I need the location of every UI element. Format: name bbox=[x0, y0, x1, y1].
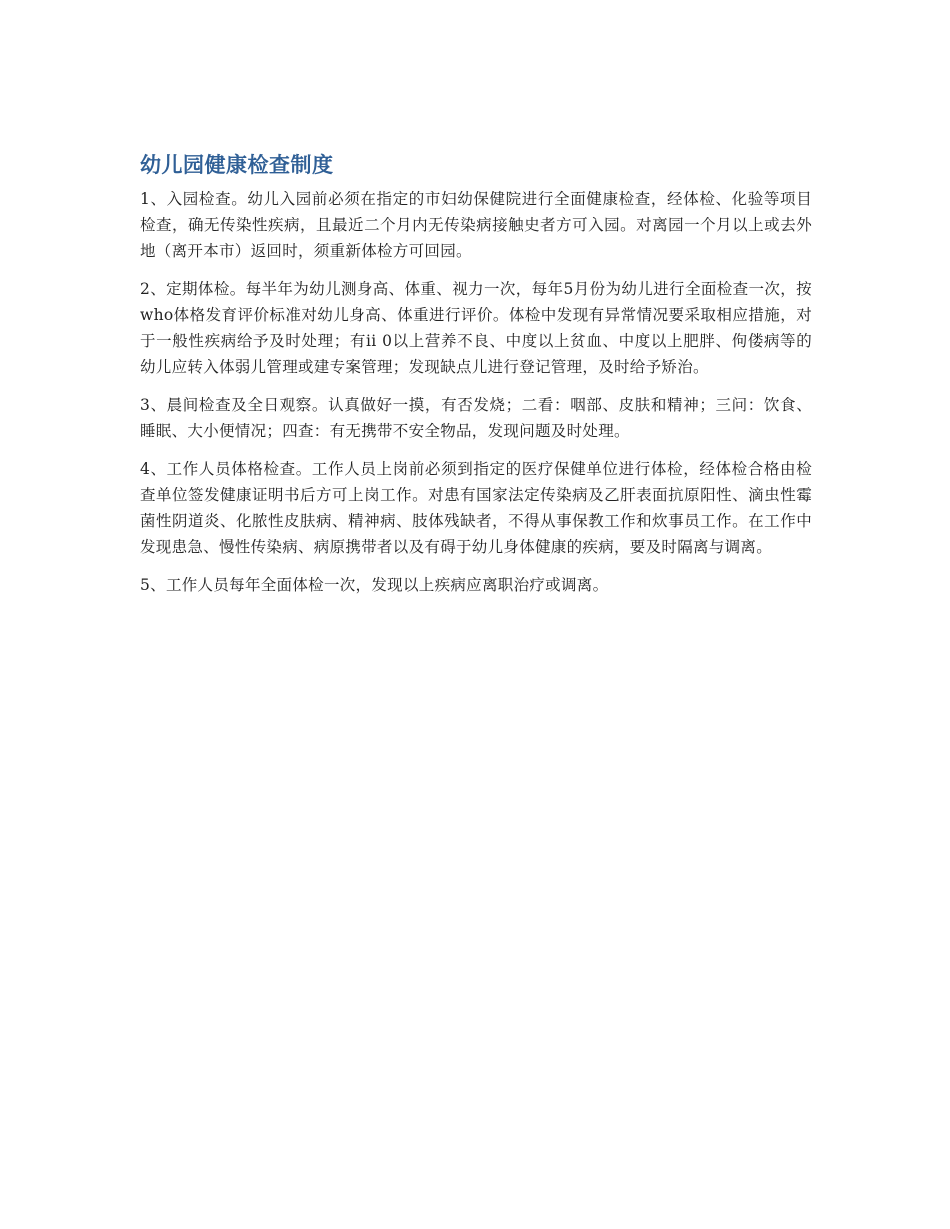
paragraph-staff-annual-exam: 5、工作人员每年全面体检一次，发现以上疾病应离职治疗或调离。 bbox=[140, 576, 609, 594]
paragraph-admission-check: 1、入园检查。幼儿入园前必须在指定的市妇幼保健院进行全面健康检查，经体检、化验等项目检查，确无传染性疾病，且最近二个月内无传染病接触史者方可入园。对离园一个月以上或去外地（离开本市）返回时，须重新体检方可回园。 bbox=[140, 190, 812, 260]
document-page bbox=[140, 150, 812, 610]
document-title: 幼儿园健康检查制度 bbox=[140, 153, 334, 177]
paragraph-morning-check: 3、晨间检查及全日观察。认真做好一摸，有否发烧；二看：咽部、皮肤和精神；三问：饮食、睡眠、大小便情况；四查：有无携带不安全物品，发现问题及时处理。 bbox=[140, 396, 812, 440]
paragraph-staff-exam: 4、工作人员体格检查。工作人员上岗前必须到指定的医疗保健单位进行体检，经体检合格由检查单位签发健康证明书后方可上岗工作。对患有国家法定传染病及乙肝表面抗原阳性、滴虫性霉菌性阴道炎、化脓性皮肤病、精神病、肢体残缺者，不得从事保教工作和炊事员工作。在工作中发现患急、慢性传染病、病原携带者以及有碍于幼儿身体健康的疾病，要及时隔离与调离。 bbox=[140, 460, 812, 556]
paragraph-regular-checkup: 2、定期体检。每半年为幼儿测身高、体重、视力一次，每年5月份为幼儿进行全面检查一次，按who体格发育评价标准对幼儿身高、体重进行评价。体检中发现有异常情况要采取相应措施，对于一般性疾病给予及时处理；有ii 0以上营养不良、中度以上贫血、中度以上肥胖、佝偻病等的幼儿应转入体弱儿管理或建专案管理；发现缺点儿进行登记管理，及时给予矫治。 bbox=[140, 280, 812, 376]
